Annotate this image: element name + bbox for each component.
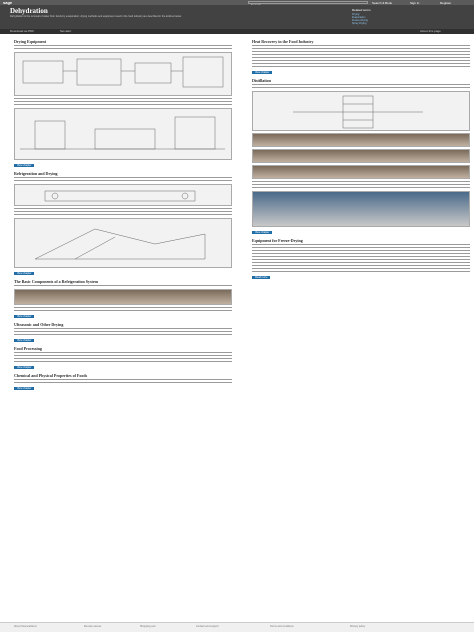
diagram-drawing bbox=[15, 185, 232, 207]
figure-refrigeration-cycle[interactable] bbox=[14, 184, 232, 206]
text-block bbox=[14, 48, 232, 50]
text-block bbox=[14, 310, 232, 312]
text-block bbox=[252, 48, 470, 50]
text-block bbox=[14, 358, 232, 360]
footer-link[interactable]: About ScienceDirect bbox=[14, 625, 37, 628]
register-button[interactable]: Register bbox=[440, 0, 452, 5]
view-chapter-button[interactable]: View chapter bbox=[252, 71, 272, 74]
text-block bbox=[252, 259, 470, 261]
footer-link[interactable]: Contact and support bbox=[196, 625, 219, 628]
text-block bbox=[14, 180, 232, 182]
view-chapter-button[interactable]: View chapter bbox=[14, 315, 34, 318]
diagram-drawing bbox=[253, 92, 470, 132]
section-title[interactable]: Heat Recovery in the Food Industry bbox=[252, 39, 314, 44]
footer-link[interactable]: Remote access bbox=[84, 625, 102, 628]
text-block bbox=[14, 101, 232, 103]
search-book-button[interactable]: Search & Book bbox=[372, 0, 393, 5]
related-term-link[interactable]: Evaporation bbox=[352, 16, 366, 19]
view-chapter-button[interactable]: View chapter bbox=[14, 387, 34, 390]
text-block bbox=[14, 45, 232, 47]
download-pdf-link[interactable]: Download as PDF bbox=[10, 29, 35, 33]
related-term-link[interactable]: Freeze-Drying bbox=[352, 19, 368, 22]
page-footer bbox=[0, 622, 474, 632]
text-block bbox=[252, 262, 470, 264]
text-block bbox=[252, 45, 470, 47]
set-alert-link[interactable]: Set alert bbox=[60, 29, 72, 33]
section-title[interactable]: Ultrasonic and Other Drying bbox=[14, 322, 64, 327]
related-term-link[interactable]: Drying bbox=[352, 13, 360, 16]
figure-equipment-photo[interactable] bbox=[252, 191, 470, 227]
text-block bbox=[252, 51, 470, 53]
figure-dryer-layout[interactable] bbox=[14, 108, 232, 160]
figure-distillation-column[interactable] bbox=[252, 91, 470, 131]
view-chapter-button[interactable]: View chapter bbox=[14, 339, 34, 342]
text-block bbox=[252, 271, 470, 273]
text-block bbox=[14, 379, 232, 381]
view-chapter-button[interactable]: View chapter bbox=[14, 164, 34, 167]
text-block bbox=[14, 307, 232, 309]
text-block bbox=[14, 211, 232, 213]
text-block bbox=[252, 268, 470, 270]
text-block bbox=[252, 87, 470, 89]
text-block bbox=[14, 104, 232, 106]
text-block bbox=[252, 57, 470, 59]
text-block bbox=[252, 256, 470, 258]
site-logo[interactable]: sage bbox=[3, 0, 13, 5]
footer-link[interactable]: Terms and conditions bbox=[270, 625, 294, 628]
figure-photo[interactable] bbox=[252, 165, 470, 179]
diagram-drawing bbox=[15, 219, 232, 269]
figure-photo[interactable] bbox=[252, 133, 470, 147]
text-block bbox=[14, 214, 232, 216]
left-column bbox=[14, 36, 232, 391]
section-title[interactable]: The Basic Components of a Refrigeration System bbox=[14, 279, 98, 284]
page-header bbox=[0, 5, 474, 29]
text-block bbox=[252, 84, 470, 86]
text-block bbox=[14, 361, 232, 363]
view-chapter-button[interactable]: View chapter bbox=[252, 231, 272, 234]
figure-drying-diagram[interactable] bbox=[14, 52, 232, 96]
section-title[interactable]: Equipment for Freeze-Drying bbox=[252, 238, 303, 243]
text-block bbox=[252, 250, 470, 252]
footer-link[interactable]: Shopping cart bbox=[140, 625, 156, 628]
text-block bbox=[252, 66, 470, 68]
page-title: Dehydration bbox=[10, 7, 48, 15]
search-input[interactable] bbox=[248, 1, 368, 4]
read-more-button[interactable]: Read more bbox=[252, 276, 270, 279]
text-block bbox=[252, 63, 470, 65]
footer-link[interactable]: Privacy policy bbox=[350, 625, 366, 628]
text-block bbox=[252, 187, 470, 189]
view-chapter-button[interactable]: View chapter bbox=[14, 272, 34, 275]
text-block bbox=[14, 352, 232, 354]
section-title[interactable]: Distillation bbox=[252, 78, 271, 83]
text-block bbox=[14, 177, 232, 179]
related-term-link[interactable]: Spray Drying bbox=[352, 22, 367, 25]
related-terms-list bbox=[352, 13, 462, 25]
section-title[interactable]: Drying Equipment bbox=[14, 39, 47, 44]
section-title[interactable]: Chemical and Physical Properties of Foods bbox=[14, 373, 88, 378]
text-block bbox=[14, 334, 232, 336]
figure-compressor-assembly[interactable] bbox=[14, 218, 232, 268]
text-block bbox=[14, 98, 232, 100]
figure-photo[interactable] bbox=[252, 149, 470, 163]
diagram-drawing bbox=[15, 53, 232, 97]
text-block bbox=[14, 285, 232, 287]
diagram-drawing bbox=[15, 109, 232, 161]
text-block bbox=[252, 184, 470, 186]
view-chapter-button[interactable]: View chapter bbox=[14, 366, 34, 369]
section-title[interactable]: Food Processing bbox=[14, 346, 42, 351]
text-block bbox=[14, 355, 232, 357]
text-block bbox=[14, 382, 232, 384]
sub-navigation bbox=[0, 29, 474, 34]
related-terms-label: Related terms bbox=[352, 8, 371, 12]
text-block bbox=[252, 181, 470, 183]
text-block bbox=[252, 265, 470, 267]
text-block bbox=[14, 208, 232, 210]
right-column bbox=[252, 36, 470, 280]
figure-photo[interactable] bbox=[14, 289, 232, 305]
text-block bbox=[252, 54, 470, 56]
text-block bbox=[14, 331, 232, 333]
about-page-link[interactable]: About this page bbox=[420, 29, 441, 33]
section-title[interactable]: Refrigeration and Drying bbox=[14, 171, 58, 176]
page-description: Dehydration is the removal of water from foods by evaporation; drying methods and equipment used in the food industry are described in the articles below. bbox=[10, 15, 182, 18]
text-block bbox=[14, 328, 232, 330]
text-block bbox=[252, 253, 470, 255]
text-block bbox=[252, 244, 470, 246]
sign-in-button[interactable]: Sign In bbox=[410, 0, 420, 5]
text-block bbox=[252, 247, 470, 249]
text-block bbox=[252, 60, 470, 62]
